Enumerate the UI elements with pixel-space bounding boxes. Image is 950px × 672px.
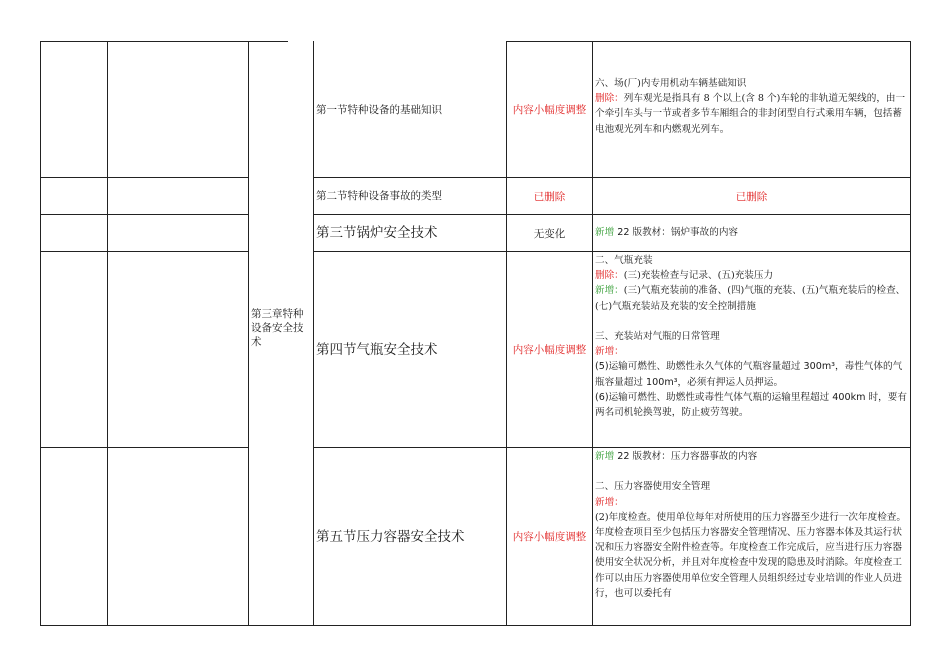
detail-text: 22 版教材：压力容器事故的内容	[614, 451, 758, 462]
added-tag: 新增：	[595, 346, 624, 358]
status-label: 内容小幅度调整	[512, 104, 587, 116]
chapter-label: 第三章特种设备安全技术	[251, 308, 304, 348]
row-divider	[40, 177, 248, 178]
section-cell	[314, 448, 506, 625]
table-border-bottom	[40, 625, 911, 626]
table-border-top	[40, 41, 288, 42]
detail-paragraph	[595, 225, 738, 240]
detail-text: 列车观光是指具有 8 个以上(含 8 个)车轮的非轨道无架线的，由一个牵引车头与一节或者多节车厢组合的非封闭型自行式乘用车辆，包括蓄电池观光列车和内燃观光列车。	[595, 93, 906, 135]
section-title: 第三节锅炉安全技术	[316, 225, 438, 241]
detail-paragraph	[595, 268, 908, 283]
detail-text: 22 版教材：锅炉事故的内容	[614, 227, 739, 239]
chapter-cell	[249, 307, 313, 349]
row-divider	[40, 214, 248, 215]
detail-paragraph	[595, 283, 908, 313]
detail-paragraph: (6)运输可燃性、助燃性或毒性气体气瓶的运输里程超过 400km 时，要有两名司机轮换驾驶，防止疲劳驾驶。	[595, 391, 907, 419]
added-tag: 新增	[595, 227, 615, 239]
status-cell	[507, 215, 592, 251]
added-tag: 新增：	[595, 496, 624, 508]
added-tag: 新增	[595, 451, 615, 462]
status-cell	[507, 448, 592, 625]
row-divider	[40, 447, 248, 448]
column-divider	[107, 41, 108, 626]
detail-text: (三)充装检查与记录、(五)充装压力	[623, 270, 774, 282]
detail-text: 已删除	[735, 190, 768, 203]
status-label: 无变化	[533, 227, 566, 240]
detail-cell	[593, 449, 910, 625]
detail-cell	[593, 178, 910, 214]
detail-heading: 六、场(厂)内专用机动车辆基础知识	[595, 78, 747, 89]
section-cell	[314, 252, 506, 447]
status-cell	[507, 252, 592, 447]
detail-paragraph: (2)年度检查。使用单位每年对所使用的压力容器至少进行一次年度检查。年度检查项目至少包括压力容器安全管理情况、压力容器本体及其运行状况和压力容器安全附件检查等。年度检查工作完成后，应当进行压力容器使用安全状况分析，并且对年度检查中发现的隐患及时消除。年度检查工作可以由压力容器使用单位安全管理人员组织经过专业培训的作业人员进行，也可以委托有	[595, 511, 906, 599]
column-divider	[910, 41, 911, 626]
status-label: 已删除	[533, 190, 566, 203]
detail-paragraph	[595, 91, 908, 137]
deleted-tag: 删除：	[595, 93, 624, 105]
status-cell	[507, 42, 592, 177]
detail-cell	[593, 76, 910, 176]
section-title: 第二节特种设备事故的类型	[316, 190, 442, 202]
section-cell	[314, 178, 506, 214]
detail-paragraph	[595, 449, 908, 464]
section-title: 第一节特种设备的基础知识	[316, 103, 442, 116]
added-tag: 新增：	[595, 285, 624, 297]
status-cell	[507, 178, 592, 214]
status-label: 内容小幅度调整	[512, 344, 587, 356]
detail-cell	[593, 215, 910, 251]
status-label: 内容小幅度调整	[512, 531, 587, 543]
detail-heading: 三、充装站对气瓶的日常管理	[595, 331, 720, 343]
spacer	[595, 314, 908, 329]
deleted-tag: 删除：	[595, 270, 624, 282]
detail-cell	[593, 253, 910, 447]
detail-paragraph: (5)运输可燃性、助燃性永久气体的气瓶容量超过 300m³，毒性气体的气瓶容量超过 100m³，必须有押运人员押运。	[595, 361, 903, 388]
section-title: 第五节压力容器安全技术	[316, 528, 465, 545]
row-divider	[40, 251, 248, 252]
detail-heading: 二、压力容器使用安全管理	[595, 481, 711, 493]
detail-heading: 二、气瓶充装	[595, 255, 653, 266]
detail-text: (三)气瓶充装前的准备、(四)气瓶的充装、(五)气瓶充装后的检查、(七)气瓶充装站及充装的安全控制措施	[595, 285, 906, 312]
section-cell	[314, 42, 506, 177]
spacer	[595, 464, 908, 479]
column-divider	[40, 41, 41, 626]
section-title: 第四节气瓶安全技术	[316, 341, 438, 358]
section-cell	[314, 215, 506, 251]
